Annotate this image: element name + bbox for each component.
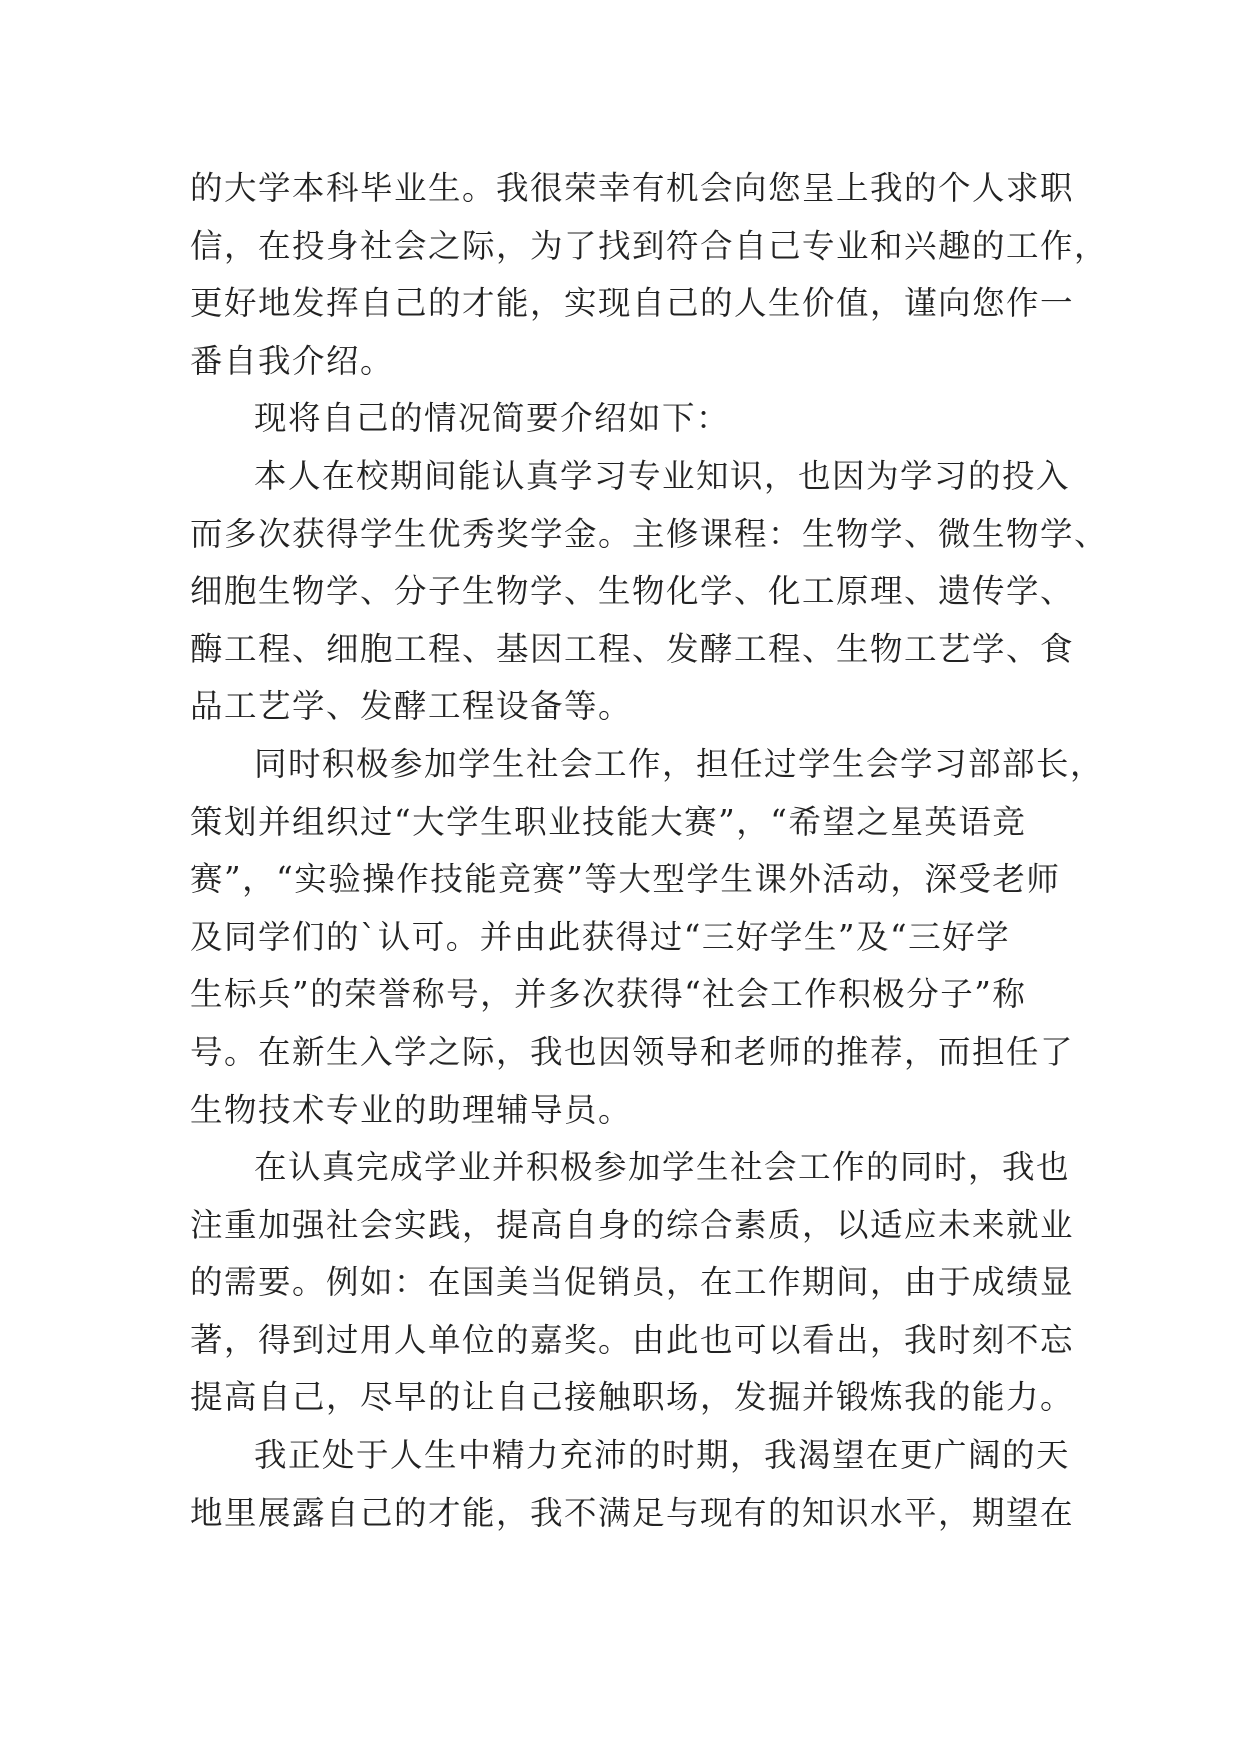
paragraph-first-line: 同时积极参加学生社会工作，担任过学生会学习部部长， <box>254 744 1105 783</box>
text-line: 赛”，“实验操作技能竞赛”等大型学生课外活动，深受老师 <box>190 860 1061 899</box>
paragraph-first-line: 本人在校期间能认真学习专业知识，也因为学习的投入 <box>254 456 1071 495</box>
document-body <box>190 160 1109 1542</box>
text-line: 细胞生物学、分子生物学、生物化学、化工原理、遗传学、 <box>190 572 1075 611</box>
text-line: 著，得到过用人单位的嘉奖。由此也可以看出，我时刻不忘 <box>190 1320 1075 1359</box>
text-line: 品工艺学、发酵工程设备等。 <box>190 687 633 726</box>
paragraph-first-line: 现将自己的情况简要介绍如下： <box>254 399 731 438</box>
text-line: 生标兵”的荣誉称号，并多次获得“社会工作积极分子”称 <box>190 975 1027 1014</box>
text-line: 策划并组织过“大学生职业技能大赛”，“希望之星英语竞 <box>190 802 1027 841</box>
text-line: 号。在新生入学之际，我也因领导和老师的推荐，而担任了 <box>190 1032 1075 1071</box>
text-line: 信，在投身社会之际，为了找到符合自己专业和兴趣的工作， <box>190 226 1109 265</box>
paragraph-first-line: 我正处于人生中精力充沛的时期，我渴望在更广阔的天 <box>254 1436 1071 1475</box>
text-line: 更好地发挥自己的才能，实现自己的人生价值，谨向您作一 <box>190 284 1075 323</box>
text-line: 提高自己，尽早的让自己接触职场，发掘并锻炼我的能力。 <box>190 1378 1075 1417</box>
text-line: 注重加强社会实践，提高自身的综合素质，以适应未来就业 <box>190 1205 1075 1244</box>
text-line: 地里展露自己的才能，我不满足与现有的知识水平，期望在 <box>190 1493 1075 1532</box>
text-line: 及同学们的`认可。并由此获得过“三好学生”及“三好学 <box>190 917 1011 956</box>
text-line: 番自我介绍。 <box>190 341 395 380</box>
text-line: 的大学本科毕业生。我很荣幸有机会向您呈上我的个人求职 <box>190 169 1075 207</box>
text-line: 而多次获得学生优秀奖学金。主修课程：生物学、微生物学、 <box>190 514 1109 553</box>
text-line: 的需要。例如：在国美当促销员，在工作期间，由于成绩显 <box>190 1263 1075 1302</box>
paragraph-first-line: 在认真完成学业并积极参加学生社会工作的同时，我也 <box>254 1148 1071 1187</box>
text-line: 生物技术专业的助理辅导员。 <box>190 1090 633 1129</box>
text-line: 酶工程、细胞工程、基因工程、发酵工程、生物工艺学、食 <box>190 629 1075 668</box>
